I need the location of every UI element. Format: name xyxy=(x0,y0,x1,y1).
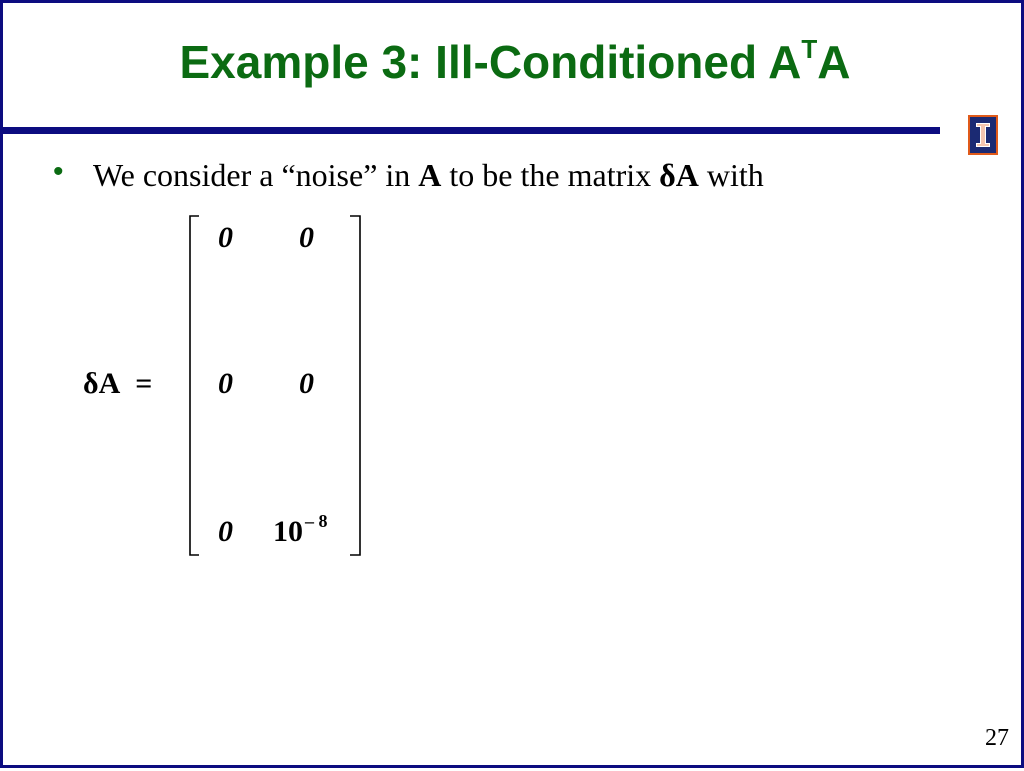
bullet-bold-a: A xyxy=(418,157,442,193)
title-tail: A xyxy=(817,36,851,88)
matrix-brackets xyxy=(3,3,1024,771)
bullet-end: with xyxy=(706,157,764,193)
bullet-bold-delta-a: δA xyxy=(659,157,699,193)
matrix-cell-r1c1: 0 xyxy=(218,221,233,254)
title-superscript: T xyxy=(801,33,818,64)
bullet-intro: We consider a “noise” in xyxy=(93,157,411,193)
page-number: 27 xyxy=(985,725,1009,751)
matrix-cell-r2c1: 0 xyxy=(218,367,233,400)
matrix-cell-r3c2 xyxy=(273,511,328,549)
matrix-cell-r3c2-base: 10 xyxy=(273,515,303,548)
matrix-cell-r1c2: 0 xyxy=(299,221,314,254)
matrix-cell-r2c2: 0 xyxy=(299,367,314,400)
title-main: Example 3: Ill-Conditioned A xyxy=(179,36,802,88)
equation-lhs-symbol: δA xyxy=(83,367,121,400)
matrix-cell-r3c2-exponent: – 8 xyxy=(305,511,328,531)
equation-equals: = xyxy=(135,367,153,400)
bullet-icon: • xyxy=(53,155,64,188)
bullet-mid: to be the matrix xyxy=(449,157,652,193)
matrix-cell-r3c1: 0 xyxy=(218,515,233,548)
